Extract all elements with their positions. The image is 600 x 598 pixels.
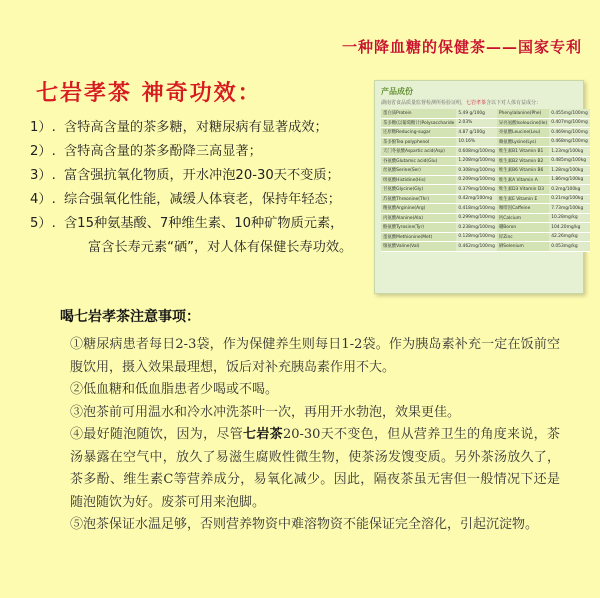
nutrient-name: 咖啡因Caffeine	[497, 204, 549, 214]
nutrition-row	[381, 213, 590, 223]
nutrient-name: 丝氨酸Serine(Ser)	[381, 166, 456, 176]
page-title: 七岩孝茶 神奇功效：	[36, 81, 262, 106]
nutrition-row	[381, 185, 590, 195]
effect-number: 4）.	[30, 192, 56, 207]
nutrient-value: 1.208mg/100mg	[456, 156, 497, 166]
effect-continuation: 富含长寿元素“硒”，对人体有保健长寿功效。	[88, 240, 353, 255]
nutrition-row	[381, 175, 590, 185]
note-text: ⑤泡茶保证水温足够，否则营养物资中难溶物资不能保证完全溶化，引起沉淀物。	[70, 517, 539, 532]
nutrient-value: 5.49 g/100g	[456, 109, 497, 118]
panel-subtitle	[381, 99, 577, 106]
nutrient-name: 赖氨酸Lysine(Lys)	[497, 137, 549, 147]
nutrient-value: 0.308mg/100mg	[456, 166, 497, 176]
nutrient-name: 维生素A Vitamin A	[497, 175, 549, 185]
nutrient-value: 1.28mg/100kg	[549, 166, 590, 176]
nutrition-row	[381, 223, 590, 233]
nutrient-value: 1.23mg/100kg	[549, 147, 590, 157]
nutrient-name: 蛋白质Protein	[381, 109, 456, 118]
note-item	[70, 379, 560, 402]
nutrient-name: 维生素B2 Vitamin B2	[497, 156, 549, 166]
nutrition-row	[381, 194, 590, 204]
effect-item	[30, 116, 380, 140]
nutrient-name: 茶多糖(以葡萄糖计)Polysaccharide	[381, 118, 456, 128]
nutrient-name: 缬氨酸Valine(Val)	[381, 242, 456, 252]
note-item	[70, 514, 560, 537]
nutrient-value: 0.2mg/100kg	[549, 185, 590, 195]
note-text-cont: 20-30天不变色，但从营养卫生的角度来说，茶汤暴露在空气中，放久了易滋生腐败性微生物，使茶汤发馊变质。另外茶汤放久了，茶多酚、维生素C等营养成分，易氧化减少。因此，隔夜茶虽无害但一般情况下还是随泡随饮为好。废茶可用来泡脚。	[70, 427, 560, 510]
nutrient-value: 10.16%	[456, 137, 497, 147]
nutrition-row	[381, 204, 590, 214]
panel-subtitle-prefix: 湖南省食品质量监督检测所检验证明，	[381, 100, 467, 106]
nutrient-value: 2.03%	[456, 118, 497, 128]
nutrient-value: 0.468mg/100mg	[549, 137, 590, 147]
patent-tagline: 一种降血糖的保健茶——国家专利	[341, 38, 582, 56]
effect-text: 含特高含量的茶多酚降三高显著；	[64, 144, 262, 159]
note-text: ②低血糖和低血脂患者少喝或不喝。	[70, 382, 279, 397]
nutrition-row	[381, 128, 590, 138]
nutrient-name: 天门冬氨酸Aspartic acid(Asp)	[381, 147, 456, 157]
nutrient-value: 0.455mg/100mg	[549, 109, 590, 118]
effect-number: 2）.	[30, 144, 56, 159]
nutrient-value: 0.053mg/kg	[549, 242, 590, 252]
effect-item	[30, 188, 380, 212]
nutrient-value: 42.26mg/kg	[549, 232, 590, 242]
nutrient-value: 104.20mg/kg	[549, 223, 590, 233]
note-text: ③泡茶前可用温水和冷水冲洗茶叶一次，再用开水勃泡，效果更佳。	[70, 404, 461, 420]
nutrient-value: 0.379mg/100mg	[456, 185, 497, 195]
nutrient-name: 还原糖Reducing-sugar	[381, 128, 456, 138]
notes-title: 喝七岩孝茶注意事项：	[60, 309, 200, 325]
note-item	[70, 424, 560, 514]
nutrient-name: 维生素B1 Vitamin B1	[497, 147, 549, 157]
effect-number: 1）.	[30, 120, 56, 135]
nutrient-name: 硒Selenium	[497, 242, 549, 252]
nutrient-value: 0.418mg/100mg	[456, 204, 497, 214]
nutrient-name: 丙氨酸Alanine(Ala)	[381, 213, 456, 223]
nutrition-table	[381, 109, 590, 252]
panel-title: 产品成份	[381, 87, 413, 96]
nutrition-row	[381, 232, 590, 242]
note-item	[70, 402, 560, 425]
nutrient-value: 0.42mg/100mg	[456, 194, 497, 204]
nutrient-value: 1.86mg/100kg	[549, 175, 590, 185]
note-brand-highlight: 七岩茶	[243, 427, 283, 442]
note-text: ①糖尿病患者每日2-3袋，作为保健养生则每日1-2袋。作为胰岛素补充一定在饭前空腹饮用，摄入效果最理想，饭后对补充胰岛素作用不大。	[70, 337, 560, 375]
nutrient-name: 精氨酸Arginine(Arg)	[381, 204, 456, 214]
ingredients-panel	[374, 80, 588, 294]
nutrient-name: 维生素E Vitamin E	[497, 194, 549, 204]
nutrient-value: 0.407mg/100mg	[549, 118, 590, 128]
nutrient-name: Phenylalanine(Phe)	[497, 109, 549, 118]
nutrient-name: 谷氨酸Glutamic acid(Glu)	[381, 156, 456, 166]
nutrition-row	[381, 118, 590, 128]
effect-item	[30, 164, 380, 188]
effect-text: 含特高含量的茶多糖，对糖尿病有显著成效；	[64, 120, 328, 135]
effect-item	[30, 212, 380, 236]
nutrient-name: 维生素D3 Vitamin D3	[497, 185, 549, 195]
nutrient-value: 7.73mg/100kg	[549, 204, 590, 214]
nutrient-name: 异亮氨酸Isoleucine(Ile)	[497, 118, 549, 128]
effect-number: 3）.	[30, 168, 56, 183]
nutrient-name: 甘氨酸Glycine(Gly)	[381, 185, 456, 195]
nutrition-row	[381, 137, 590, 147]
panel-subtitle-brand: 七岩孝茶	[466, 100, 487, 106]
effect-item	[30, 140, 380, 164]
nutrient-value: 0.21mg/100kg	[549, 194, 590, 204]
effect-text: 含15种氨基酸、7种维生素、10种矿物质元素，	[64, 216, 344, 231]
note-text: ④最好随泡随饮，因为，尽管	[70, 427, 244, 442]
nutrient-value: 0.462mg/100mg	[456, 242, 497, 252]
nutrient-value: 0.299mg/100mg	[456, 213, 497, 223]
nutrient-name: 硼Boron	[497, 223, 549, 233]
effects-list	[30, 116, 380, 260]
nutrient-value: 0.485mg/100kg	[549, 156, 590, 166]
nutrient-name: 茶多酚Tea polyphenol	[381, 137, 456, 147]
nutrient-name: 维生素B6 Vitamin B6	[497, 166, 549, 176]
nutrition-row	[381, 156, 590, 166]
nutrient-name: 苏氨酸Threonine(Thr)	[381, 194, 456, 204]
effect-number: 5）.	[30, 216, 56, 231]
nutrient-value: 4.87 g/100g	[456, 128, 497, 138]
nutrient-value: 0.238mg/100mg	[456, 223, 497, 233]
nutrition-row	[381, 242, 590, 252]
nutrition-row	[381, 166, 590, 176]
nutrient-value: 0.608mg/100mg	[456, 147, 497, 157]
note-item	[70, 334, 560, 379]
notes-list	[70, 334, 560, 537]
nutrient-name: 组氨酸Histidine(His)	[381, 175, 456, 185]
nutrient-value: 0.128mg/100mg	[456, 232, 497, 242]
nutrition-row	[381, 147, 590, 157]
nutrient-name: 亮氨酸Leucine(Leu)	[497, 128, 549, 138]
panel-subtitle-suffix: 含以下对人体有益成分：	[486, 100, 542, 106]
nutrient-value: 0.209mg/100mg	[456, 175, 497, 185]
effect-text: 综合强氧化性能，减缓人体衰老，保持年轻态；	[64, 192, 341, 207]
nutrition-row	[381, 109, 590, 118]
nutrient-name: 钙Calcium	[497, 213, 549, 223]
nutrient-name: 锌Zinc	[497, 232, 549, 242]
nutrient-value: 0.469mg/100mg	[549, 128, 590, 138]
nutrient-name: 酪氨酸Tyrosine(Tyr)	[381, 223, 456, 233]
effect-text: 富含强抗氧化物质，开水冲泡20-30天不变质；	[64, 168, 340, 183]
nutrient-name: 蛋氨酸Methionine(Met)	[381, 232, 456, 242]
nutrient-value: 10.28mg/kg	[549, 213, 590, 223]
